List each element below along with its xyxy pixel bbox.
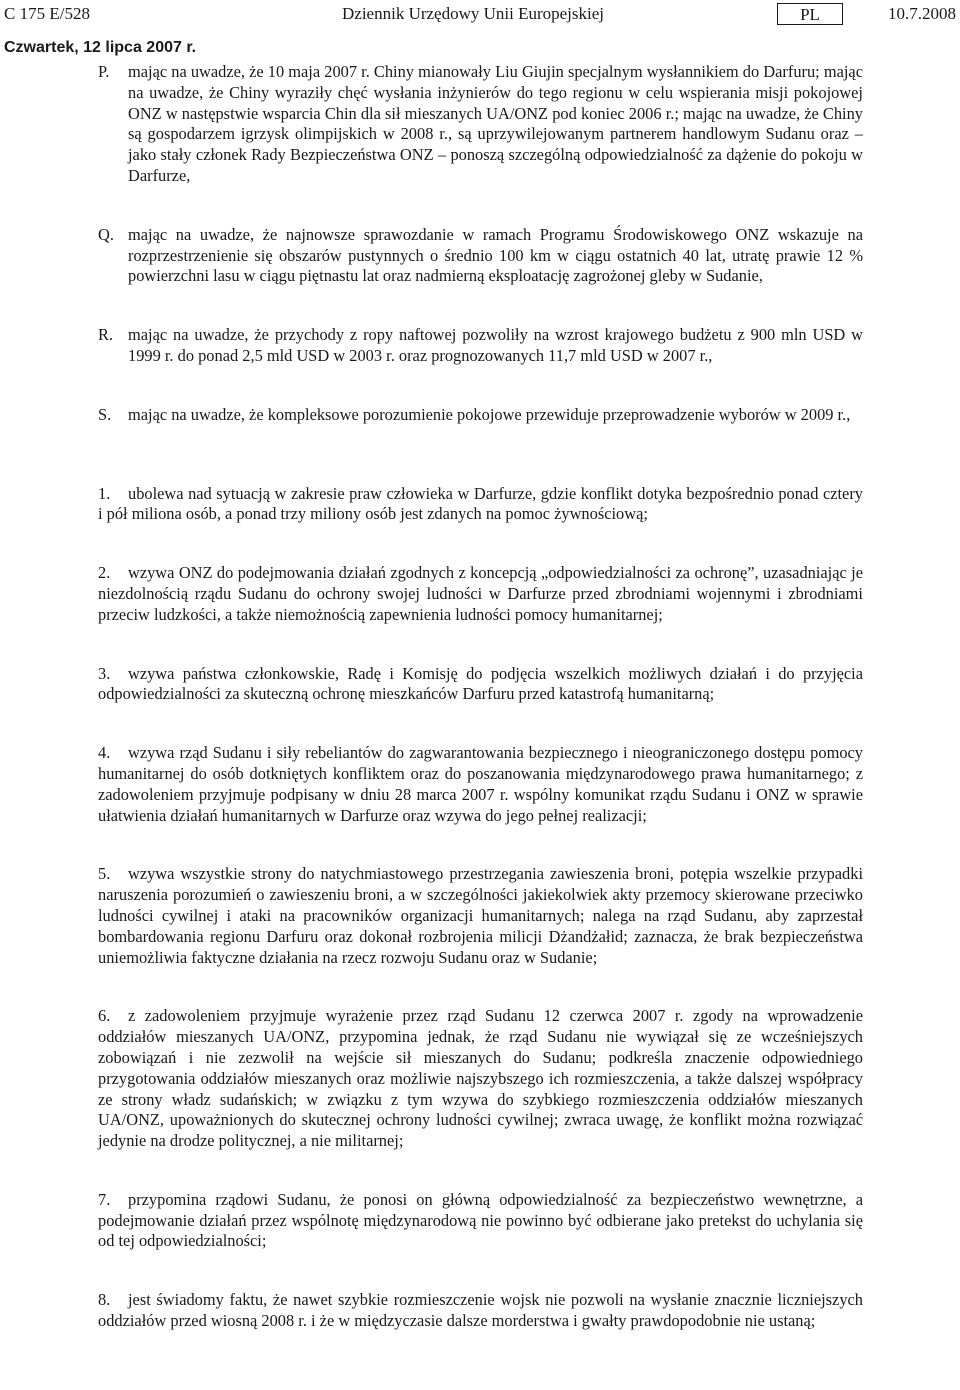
numbered-point xyxy=(98,1006,863,1152)
point-text: wzywa rząd Sudanu i siły rebeliantów do zagwarantowania bezpiecznego i nieograniczonego dostępu pomocy humanitarnej do osób dotkniętych konfliktem oraz do poszanowania międzynarodowego prawa humanitarnego; z zadowoleniem przyjmuje podpisany w dniu 28 marca 2007 r. wspólny komunikat rządu Sudanu i ONZ w sprawie ułatwienia działań humanitarnych w Darfurze oraz wzywa do jego pełnej realizacji; xyxy=(98,743,863,825)
point-number: 1. xyxy=(98,483,111,503)
point-number: 5. xyxy=(98,864,111,884)
recital-letter: P. xyxy=(98,62,110,81)
document-body xyxy=(98,62,863,1332)
numbered-point xyxy=(98,664,863,706)
recital xyxy=(98,325,863,367)
point-text: wzywa wszystkie strony do natychmiastowego przestrzegania zawieszenia broni, potępia wszelkie przypadki naruszenia porozumień o zawieszeniu broni, a w szczególności jakiekolwiek akty przemocy skierowane przeciwko ludności cywilnej i ataki na pracowników organizacji humanitarnych; nalega na rząd Sudanu, aby zaprzestał bombardowania regionu Darfuru oraz dokonał rozbrojenia milicji Dżandżałid; zaznacza, że brak bezpieczeństwa uniemożliwia faktyczne działania na rzecz rozwoju Sudanu oraz w Sudanie; xyxy=(98,864,863,967)
point-text: z zadowoleniem przyjmuje wyrażenie przez rząd Sudanu 12 czerwca 2007 r. zgody na wprowadzenie oddziałów mieszanych UA/ONZ, przypomina jednak, że rząd Sudanu nie wywiązał się ze wcześniejszych zobowiązań i nie zezwolił na wejście sił mieszanych do Sudanu; podkreśla znaczenie odpowiedniego przygotowania oddziałów mieszanych oraz możliwie najszybszego ich rozmieszczenia, a także dalszej współpracy ze strony władz sudańskich; w związku z tym wzywa do szybkiego rozmieszczenia oddziałów mieszanych UA/ONZ, upoważnionych do skutecznej ochrony ludności cywilnej; zwraca uwagę, że konflikt można rozwiązać jedynie na drodze politycznej, a nie militarnej; xyxy=(98,1006,863,1151)
point-number: 4. xyxy=(98,743,111,763)
recital-text: mając na uwadze, że 10 maja 2007 r. Chiny mianowały Liu Giujin specjalnym wysłannikiem do Darfuru; mając na uwadze, że Chiny wyraziły chęć wysłania inżynierów do tego regionu w celu wspierania misji pokojowej ONZ w następstwie wsparcia Chin dla sił mieszanych UA/ONZ pod koniec 2006 r.; mając na uwadze, że Chiny są gospodarzem igrzysk olimpijskich w 2008 r., są uprzywilejowanym partnerem handlowym Sudanu oraz – jako stały członek Rady Bezpieczeństwa ONZ – ponoszą szczególną odpowiedzialność za dążenie do pokoju w Darfurze, xyxy=(128,62,863,185)
recital-letter: S. xyxy=(98,404,112,424)
recital-letter: Q. xyxy=(98,224,114,244)
recital-letter: R. xyxy=(98,325,114,345)
numbered-point xyxy=(98,563,863,625)
session-date: Czwartek, 12 lipca 2007 r. xyxy=(4,39,197,56)
issue-date: 10.7.2008 xyxy=(888,4,956,23)
recital-text: mając na uwadze, że najnowsze sprawozdanie w ramach Programu Środowiskowego ONZ wskazuje na rozprzestrzenienie się obszarów pustynnych o średnio 100 km w ciągu ostatnich 40 lat, utratę prawie 12 % powierzchni lasu w ciągu piętnastu lat oraz nadmierną eksploatację zagrożonej gleby w Sudanie, xyxy=(128,224,863,286)
numbered-point xyxy=(98,1190,863,1252)
recital xyxy=(98,405,863,426)
point-text: jest świadomy faktu, że nawet szybkie rozmieszczenie wojsk nie pozwoli na wysłanie znacznie liczniejszych oddziałów przed wiosną 2008 r. i że w międzyczasie dalsze morderstwa i gwałty prawdopodobnie nie ustaną; xyxy=(98,1290,863,1331)
point-number: 8. xyxy=(98,1290,111,1310)
numbered-point xyxy=(98,864,863,968)
page-reference: C 175 E/528 xyxy=(4,4,90,23)
point-text: wzywa ONZ do podejmowania działań zgodnych z koncepcją „odpowiedzialności za ochronę”, uzasadniając je niezdolnością rządu Sudanu do ochrony swojej ludności w Darfurze przed zbrodniami wojennymi i zbrodniami przeciw ludzkości, a także niemożnością zapewnienia ludności pomocy humanitarnej; xyxy=(98,563,863,624)
recital xyxy=(98,225,863,287)
point-text: wzywa państwa członkowskie, Radę i Komisję do podjęcia wszelkich możliwych działań i do przyjęcia odpowiedzialności za skuteczną ochronę mieszkańców Darfuru przed katastrofą humanitarną; xyxy=(98,663,863,704)
point-text: przypomina rządowi Sudanu, że ponosi on główną odpowiedzialność za bezpieczeństwo wewnętrzne, a podejmowanie działań przez wspólnotę międzynarodową nie powinno być odbierane jako pretekst do uchylania się od tej odpowiedzialności; xyxy=(98,1189,863,1251)
numbered-point xyxy=(98,484,863,526)
recital xyxy=(98,62,863,187)
point-number: 6. xyxy=(98,1006,111,1026)
point-number: 2. xyxy=(98,563,111,583)
numbered-point xyxy=(98,1290,863,1332)
point-number: 3. xyxy=(98,663,111,683)
language-badge: PL xyxy=(777,3,843,25)
point-number: 7. xyxy=(98,1189,111,1209)
page-header xyxy=(0,4,960,28)
recital-text: mając na uwadze, że przychody z ropy naftowej pozwoliły na wzrost krajowego budżetu z 900 mln USD w 1999 r. do ponad 2,5 mld USD w 2003 r. oraz prognozowanych 11,7 mld USD w 2007 r., xyxy=(128,325,863,365)
recital-text: mając na uwadze, że kompleksowe porozumienie pokojowe przewiduje przeprowadzenie wyborów w 2009 r., xyxy=(128,404,851,424)
point-text: ubolewa nad sytuacją w zakresie praw człowieka w Darfurze, gdzie konflikt dotyka bezpośrednio ponad cztery i pół miliona osób, a ponad trzy miliony osób jest zdanych na pomoc żywnościową; xyxy=(98,483,863,524)
journal-title: Dziennik Urzędowy Unii Europejskiej xyxy=(342,4,605,23)
numbered-point xyxy=(98,743,863,826)
